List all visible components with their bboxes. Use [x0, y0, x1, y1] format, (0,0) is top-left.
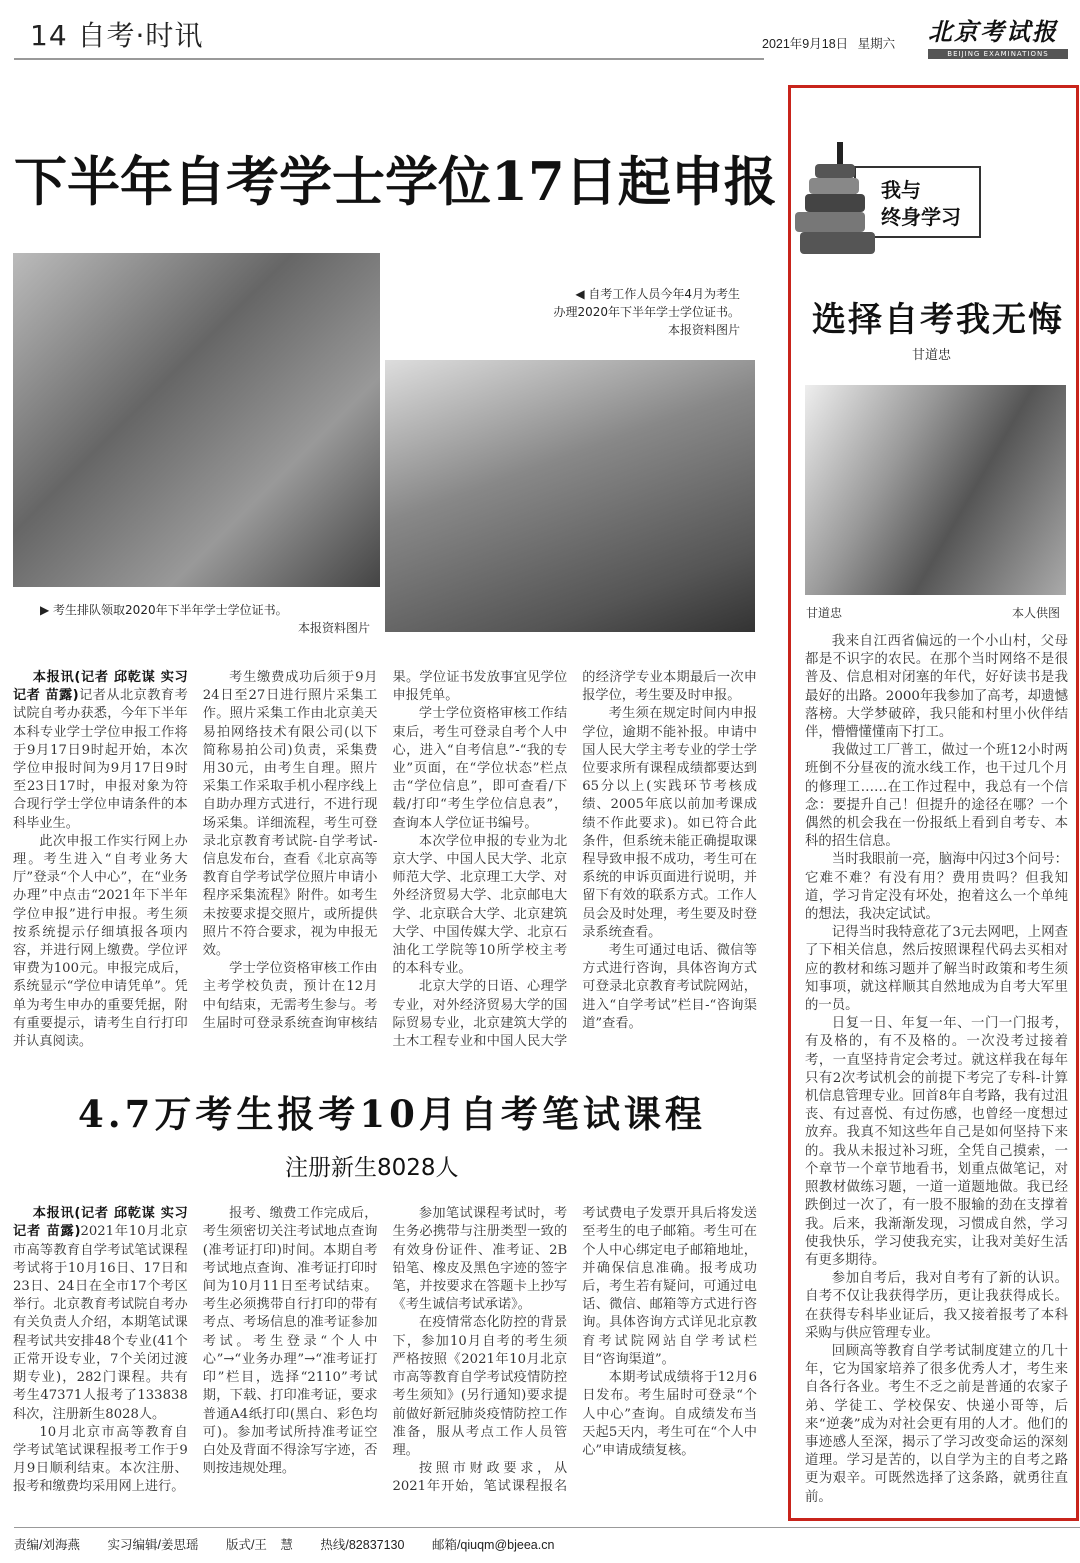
column-name-line1: 我与	[881, 178, 921, 202]
paragraph	[13, 669, 188, 833]
byline: 本报讯(记者 邱乾谋 实习记者 苗露)	[13, 1206, 188, 1240]
photo-students-queue	[13, 253, 380, 587]
header-divider	[14, 58, 764, 60]
paragraph: 报考、缴费工作完成后，考生须密切关注考试地点查询(准考证打印)时间。本期自考考试地点查询、准考证打印时间为10月11日至考试结束。考生必须携带自行打印的带有考点、考场信息的准考证参加考试。考生登录“个人中心”→“业务办理”→“准考证打印”栏目，选择“2110”考试期，下载、打印准考证，要求普通A4纸打印(黑白、彩色均可)。参加考试所持准考证空白处及背面不得涂写字迹，否则按违规处理。	[202, 1206, 378, 1477]
caption-credit: 本报资料图片	[667, 323, 740, 337]
photo-caption-credit: 本人供图	[1012, 606, 1061, 620]
paragraph: 考生缴费成功后须于9月24日至27日进行照片采集工作。照片采集工作由北京美天易拍网络技术有限公司(以下简称易拍公司)负责，采集费用30元，由考生自理。照片采集工作采取手机小程序线上自助办理方式进行，不进行现场采集。详细流程，考生可登录北京教育考试院-自学考试-信息发布台，查看《北京高等教育自学考试学位照片申请小程序采集流程》附件。如考生未按要求提交照片，或所提供照片不符合要求，视为申报无效。	[202, 670, 378, 959]
photo-caption-right	[500, 285, 740, 339]
column-body	[805, 633, 1068, 1507]
photo-caption-name: 甘道忠	[806, 606, 843, 620]
column-logo-books-icon	[795, 142, 985, 260]
paragraph: 本次学位申报的专业为北京大学、中国人民大学、北京师范大学、北京理工大学、对外经济贸易大学、北京邮电大学、北京联合大学、北京建筑大学、中国传媒大学、北京石油化工学院等10所学校主考的本科专业。	[392, 833, 568, 977]
logo-english: BEIJING EXAMINATIONS	[928, 49, 1068, 59]
paragraph-text: 2021年10月北京市高等教育自学考试笔试课程考试将于10月16日、17日和23日、24日在全市17个考区举行。北京教育考试院自考办有关负责人介绍，本期笔试课程考试共安排48个专业(41个正常开设专业，7个关闭过渡期专业)，282门课程。共有考生47371人报考了133838科次，注册新生8028人。	[13, 1224, 188, 1422]
paragraph: 北京大学的日语、心理学专业，对外经济贸易大学的国际贸易专业，北京建筑大学的土木工程专业和中国人民大学的经济学专业本期最后一次申报学位，考生要及时申报。	[392, 670, 757, 1050]
paragraph: 按照市财政要求，从2021年开始，笔试课程报名考试费电子发票开具后将发送至考生的电子邮箱。考生可在个人中心绑定电子邮箱地址，并确保信息准确。报考成功后，考生若有疑问，可通过电话、微信、邮箱等方式进行咨询。具体咨询方式详见北京教育考试院网站自学考试栏目“咨询渠道”。	[392, 1206, 757, 1495]
paragraph: 考生须在规定时间内申报学位，逾期不能补报。申请中国人民大学主考专业的学士学位要求所有课程成绩都要达到65分以上(实践环节考核成绩、2005年底以前加考课成绩不作此要求)。如已符合此条件，但系统未能正确提取课程导致申报不成功，考生可在系统的申诉页面进行说明，并留下有效的联系方式。工作人员会及时处理，考生要及时登录系统查看。	[582, 706, 757, 940]
footer-hotline: 热线/82837130	[320, 1538, 405, 1552]
paragraph-text: 记者从北京教育考试院自考办获悉，今年下半年本科专业学士学位申报工作将于9月17日9时起开始，本次学位申报时间为9月17日9时至23日17时，申报对象为符合现行学士学位申请条件的本科毕业生。	[13, 688, 188, 831]
paragraph: 在疫情常态化防控的背景下，参加10月自考的考生须严格按照《2021年10月北京市高等教育自学考试疫情防控考生须知》(另行通知)要求提前做好新冠肺炎疫情防控工作准备，服从考点工作人员管理。	[392, 1315, 568, 1458]
paragraph: 参加自考后，我对自考有了新的认识。自考不仅让我获得学历，更让我获得成长。在获得专科毕业证后，我又接着报考了本科采购与供应管理专业。	[805, 1271, 1068, 1341]
article1-headline: 下半年自考学士学位17日起申报	[14, 151, 777, 213]
logo-chinese: 北京考试报	[928, 17, 1058, 46]
paragraph: 我做过工厂普工，做过一个班12小时两班倒不分昼夜的流水线工作，也干过几个月的修理工……在工作过程中，我总有一个信念：要提升自己！但提升的途径在哪？一个偶然的机会我在一份报纸上看到自考专、本科的招生信息。	[805, 743, 1068, 850]
caption-line: ▶ 考生排队领取2020年下半年学士学位证书。	[40, 603, 288, 617]
paragraph: 此次申报工作实行网上办理。考生进入“自考业务大厅”登录“个人中心”，在“业务办理”中点击“2021年下半年学位申报”进行申报。考生须按系统提示仔细填报各项内容，并进行网上缴费。学位评审费为100元。申报完成后，系统显示“学位申请凭单”。凭单为考生申办的重要凭据，附有重要提示，请考生自行打印并认真阅读。	[13, 833, 188, 1050]
paragraph: 参加笔试课程考试时，考生务必携带与注册类型一致的有效身份证件、准考证、2B铅笔、橡皮及黑色字迹的签字笔，并按要求在答题卡上抄写《考生诚信考试承诺》。	[392, 1206, 568, 1313]
photo-caption-left	[40, 601, 370, 637]
paragraph: 本期考试成绩将于12月6日发布。考生届时可登录“个人中心”查询。自成绩发布当天起5天内，考生可在“个人中心”申请成绩复核。	[582, 1370, 757, 1458]
issue-date: 2021年9月18日 星期六	[762, 37, 896, 51]
article2-body	[13, 1205, 757, 1496]
paragraph: 记得当时我特意花了3元去网吧，上网查了下相关信息，然后按照课程代码去买相对应的教材和练习题并了解当时政策和考生须知事项，就这样顺其自然地成为自考大军里的一员。	[805, 925, 1068, 1014]
paragraph: 日复一日、年复一年、一门一门报考，有及格的，有不及格的。一次没考过接着考，一直坚持肯定会考过。就这样我在每年只有2次考试机会的前提下考完了专科-计算机信息管理专业。回首8年自考路，我有过沮丧、有过喜悦、有过伤感，也曾经一度想过放弃。我真不知这些年自己是如何坚持下来的。我从未报过补习班，全凭自己摸索，一个章节一个章节地看书，划重点做笔记，对照教材做练习题，一道一道题地做。我已经跌倒过一次了，有一股不服输的劲在支撑着我。后来，我渐渐发现，习惯成自然，学习使我快乐，学习使我充实，让我对美好生活有更多期待。	[805, 1016, 1068, 1268]
photo-author-portrait	[805, 385, 1066, 595]
paragraph: 学士学位资格审核工作由主考学校负责，预计在12月中旬结束，无需考生参与。考生届时可登录系统查询审核结果。学位证书发放事宜见学位申报凭单。	[202, 670, 568, 1031]
left-articles-flow	[13, 669, 757, 1497]
column-title: 选择自考我无悔	[812, 300, 1064, 340]
caption-line: 办理2020年下半年学士学位证书。	[553, 305, 740, 319]
footer-email[interactable]: 邮箱/qiuqm@bjeea.cn	[431, 1538, 555, 1552]
newspaper-logo	[928, 12, 1068, 59]
photo-staff-processing-certificates	[385, 360, 755, 632]
footer-intern-editor: 实习编辑/姜思瑶	[107, 1538, 199, 1552]
column-name-line2: 终身学习	[881, 205, 961, 229]
caption-line: ◀ 自考工作人员今年4月为考生	[575, 287, 740, 301]
caption-credit: 本报资料图片	[297, 621, 370, 635]
paragraph: 考生可通过电话、微信等方式进行咨询，具体咨询方式可登录北京教育考试院网站，进入“自学考试”栏目-“咨询渠道”查看。	[582, 943, 757, 1031]
footer-credits	[14, 1535, 568, 1553]
paragraph: 回顾高等教育自学考试制度建立的几十年，它为国家培养了很多优秀人才，考生来自各行各业。考生不乏之前是普通的农家子弟、学徒工、学校保安、快递小哥等，后来“逆袭”成为对社会更有用的人才。他们的事迹感人至深，揭示了学习改变命运的深刻道理。学习是苦的，以自学为主的自考之路更为艰辛。可既然选择了这条路，就勇往直前。	[805, 1343, 1068, 1505]
footer-layout: 版式/王 慧	[225, 1538, 293, 1552]
column-author: 甘道忠	[912, 348, 952, 363]
page-section-label: 14 自考·时讯	[30, 19, 204, 52]
footer-editor: 责编/刘海燕	[14, 1538, 80, 1552]
footer-divider	[14, 1527, 1080, 1528]
paragraph	[13, 1205, 188, 1423]
article1-body	[13, 669, 757, 1051]
paragraph: 我来自江西省偏远的一个小山村，父母都是不识字的农民。在那个当时网络不是很普及、信息相对闭塞的年代，好好读书是我最好的出路。2000年我参加了高考，却遗憾落榜。大学梦破碎，我只能和村里小伙伴结伴，懵懵懂懂南下打工。	[805, 634, 1068, 741]
article2-subtitle: 注册新生8028人	[285, 1155, 459, 1182]
byline: 本报讯(记者 邱乾谋 实习记者 苗露)	[13, 670, 188, 704]
paragraph: 10月北京市高等教育自学考试笔试课程报考工作于9月9日顺利结束。本次注册、报考和缴费均采用网上进行。	[13, 1424, 188, 1495]
paragraph: 当时我眼前一亮，脑海中闪过3个问号：它难不难？有没有用？费用贵吗？但我知道，学习肯定没有坏处，抱着这么一个单纯的想法，我决定试试。	[805, 852, 1068, 923]
paragraph: 学士学位资格审核工作结束后，考生可登录自考个人中心，进入“自考信息”-“我的专业”页面，在“学位状态”栏点击“学位信息”，即可查看/下载/打印“考生学位信息表”，查询本人学位证书编号。	[392, 706, 568, 831]
article2-headline: 4.7万考生报考10月自考笔试课程	[78, 1092, 706, 1137]
